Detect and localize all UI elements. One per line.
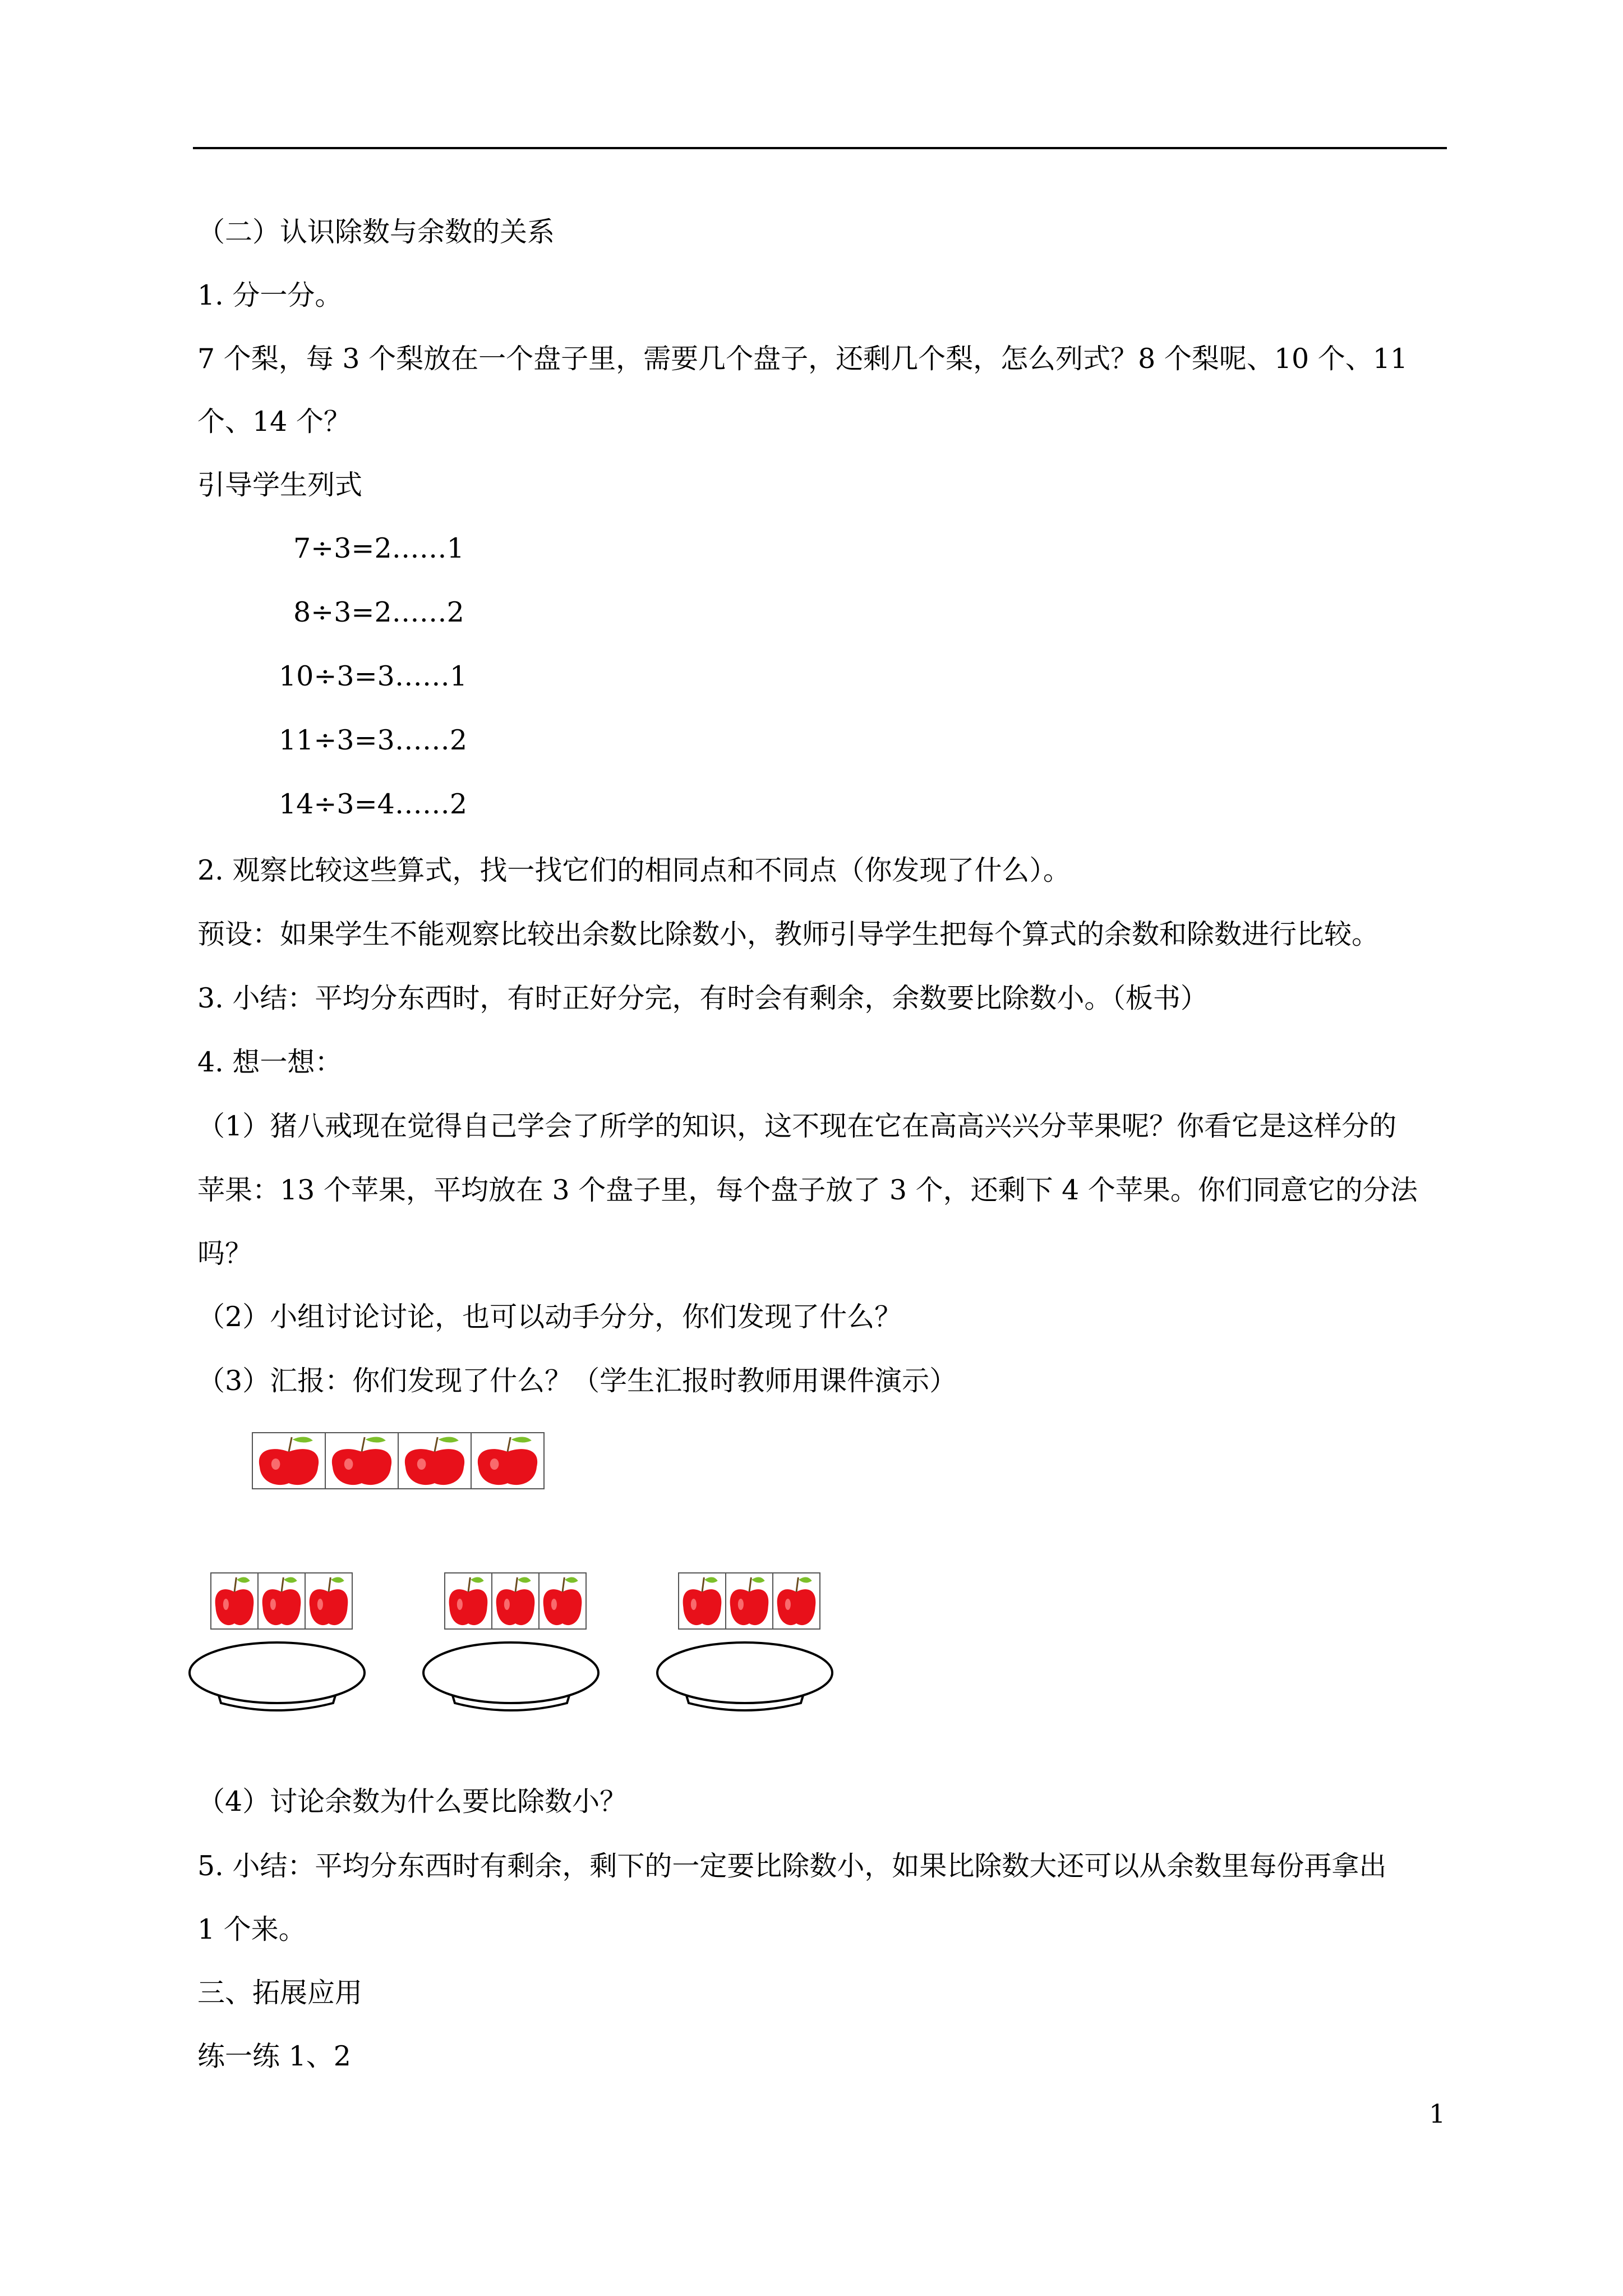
apple-icon	[305, 1573, 352, 1629]
item-5-line-2: 1 个来。	[197, 1913, 306, 1945]
apple-icon	[492, 1573, 539, 1629]
equation: 8÷3=2……2	[293, 596, 464, 628]
equation: 10÷3=3……1	[279, 660, 467, 692]
remaining-apples-figure	[251, 1429, 548, 1492]
problem-line-1: 7 个梨，每 3 个梨放在一个盘子里，需要几个盘子，还剩几个梨，怎么列式？8 个梨呢、10 个、11	[197, 343, 1408, 375]
item-5-line-1: 5. 小结：平均分东西时有剩余，剩下的一定要比除数小，如果比除数大还可以从余数里每份再拿出	[197, 1850, 1387, 1882]
question-1-line-3: 吗？	[197, 1237, 253, 1269]
item-1: 1. 分一分。	[197, 279, 343, 311]
apple-icon	[252, 1433, 325, 1489]
section-3-title: 三、拓展应用	[197, 1977, 363, 2009]
apple-icon	[211, 1573, 258, 1629]
apple-icon	[325, 1433, 398, 1489]
equation: 11÷3=3……2	[279, 724, 467, 756]
question-4: （4）讨论余数为什么要比除数小？	[197, 1786, 628, 1818]
apple-icon	[258, 1573, 305, 1629]
problem-line-2: 个、14 个？	[197, 406, 351, 438]
header-rule	[193, 147, 1447, 149]
apple-icon	[471, 1433, 544, 1489]
equation: 7÷3=2……1	[293, 532, 464, 564]
item-3: 3. 小结：平均分东西时，有时正好分完，有时会有剩余，余数要比除数小。（板书）	[197, 982, 1208, 1014]
plate-icon	[190, 1573, 365, 1710]
item-2: 2. 观察比较这些算式，找一找它们的相同点和不同点（你发现了什么）。	[197, 854, 1071, 886]
equation: 14÷3=4……2	[279, 788, 467, 820]
apple-icon	[539, 1573, 586, 1629]
item-4: 4. 想一想：	[197, 1046, 343, 1078]
plate-icon	[657, 1573, 832, 1710]
apple-icon	[773, 1573, 820, 1629]
question-3: （3）汇报：你们发现了什么？（学生汇报时教师用课件演示）	[197, 1365, 957, 1397]
guide-text: 引导学生列式	[197, 469, 363, 501]
question-2: （2）小组讨论讨论，也可以动手分分，你们发现了什么？	[197, 1301, 902, 1333]
preset-text: 预设：如果学生不能观察比较出余数比除数小，教师引导学生把每个算式的余数和除数进行比较。	[197, 918, 1380, 950]
section-title: （二）认识除数与余数的关系	[197, 216, 555, 248]
apple-icon	[398, 1433, 471, 1489]
question-1-line-2: 苹果：13 个苹果，平均放在 3 个盘子里，每个盘子放了 3 个，还剩下 4 个苹果。你们同意它的分法	[197, 1174, 1418, 1206]
plates-figure	[188, 1571, 873, 1756]
apple-icon	[445, 1573, 492, 1629]
question-1-line-1: （1）猪八戒现在觉得自己学会了所学的知识，这不现在它在高高兴兴分苹果呢？你看它是这样分的	[197, 1110, 1397, 1142]
page-number: 1	[1429, 2099, 1446, 2129]
practice-text: 练一练 1、2	[197, 2040, 351, 2072]
plate-icon	[423, 1573, 598, 1710]
apple-icon	[726, 1573, 773, 1629]
apple-icon	[679, 1573, 726, 1629]
